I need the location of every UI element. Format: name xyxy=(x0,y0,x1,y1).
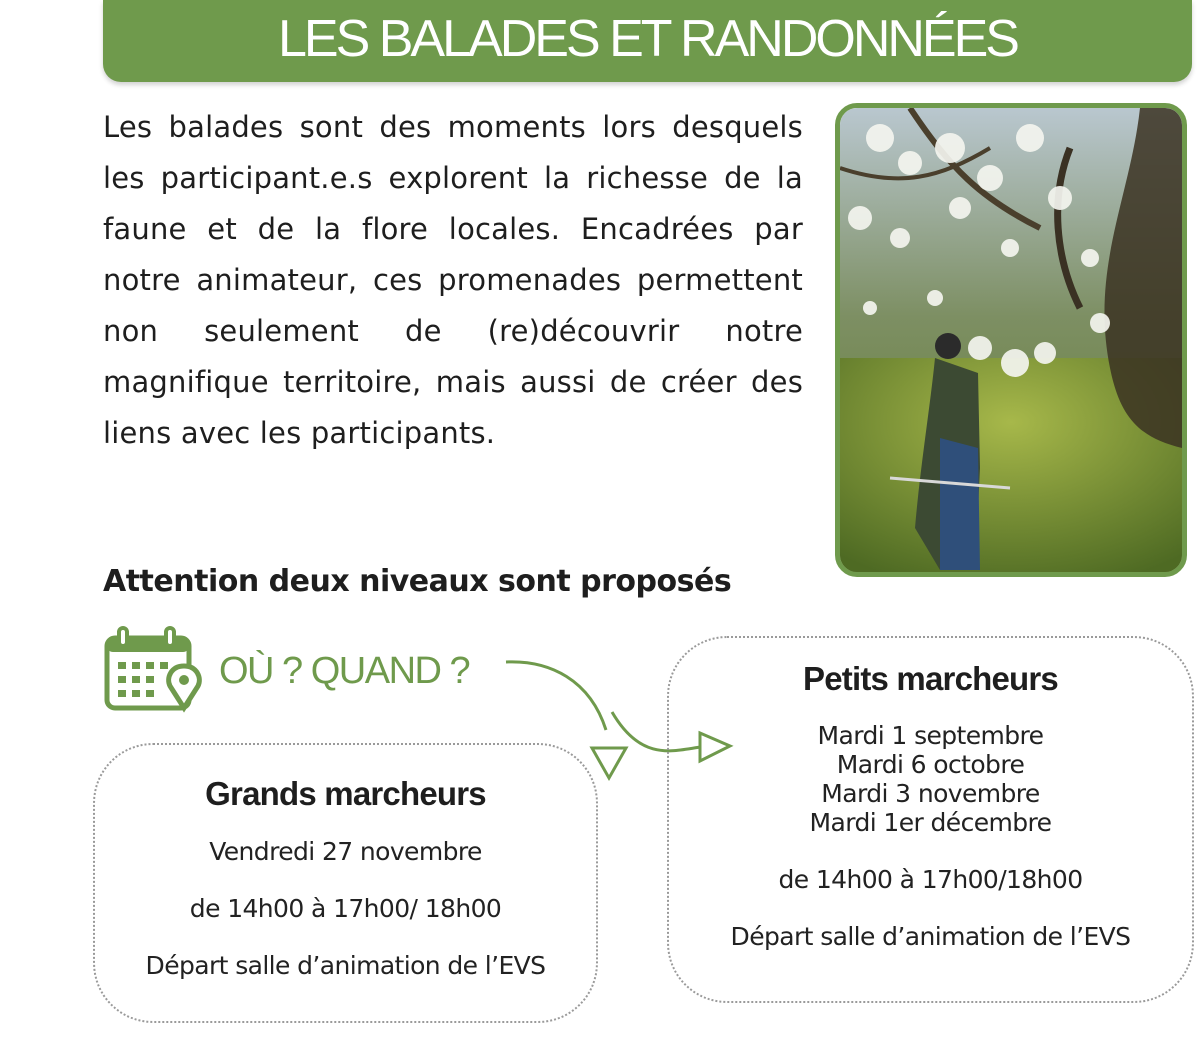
intro-paragraph: Les balades sont des moments lors desquels les participant.e.s explorent la richesse de la faune et de la flore locales. Encadrées par notre animateur, ces promenades permettent non seulement de (re)découvrir notre magnifique territoire, mais aussi de créer des liens avec les participants. xyxy=(103,110,803,450)
event-date: Vendredi 27 novembre xyxy=(209,837,482,866)
grands-marcheurs-card xyxy=(93,743,598,1023)
where-when-label: OÙ ? QUAND ? xyxy=(219,650,470,692)
walker-under-blossoming-tree-photo xyxy=(840,108,1182,572)
attention-heading: Attention deux niveaux sont proposés xyxy=(103,564,732,599)
card-title: Grands marcheurs xyxy=(205,775,486,812)
event-dates xyxy=(669,721,1192,837)
event-time: de 14h00 à 17h00/18h00 xyxy=(778,865,1083,894)
event-date: Mardi 1 septembre xyxy=(817,721,1044,750)
title-banner xyxy=(103,0,1192,82)
petits-marcheurs-card xyxy=(667,636,1194,1003)
event-departure: Départ salle d’animation de l’EVS xyxy=(145,951,546,980)
event-date: Mardi 1er décembre xyxy=(809,808,1052,837)
event-time: de 14h00 à 17h00/ 18h00 xyxy=(189,894,502,923)
card-title: Petits marcheurs xyxy=(803,660,1058,697)
event-date: Mardi 6 octobre xyxy=(836,750,1025,779)
event-date: Mardi 3 novembre xyxy=(821,779,1040,808)
walker-photo xyxy=(835,103,1187,577)
calendar-location-icon xyxy=(104,626,204,714)
page-title: LES BALADES ET RANDONNÉES xyxy=(278,10,1017,68)
event-departure: Départ salle d’animation de l’EVS xyxy=(730,922,1131,951)
